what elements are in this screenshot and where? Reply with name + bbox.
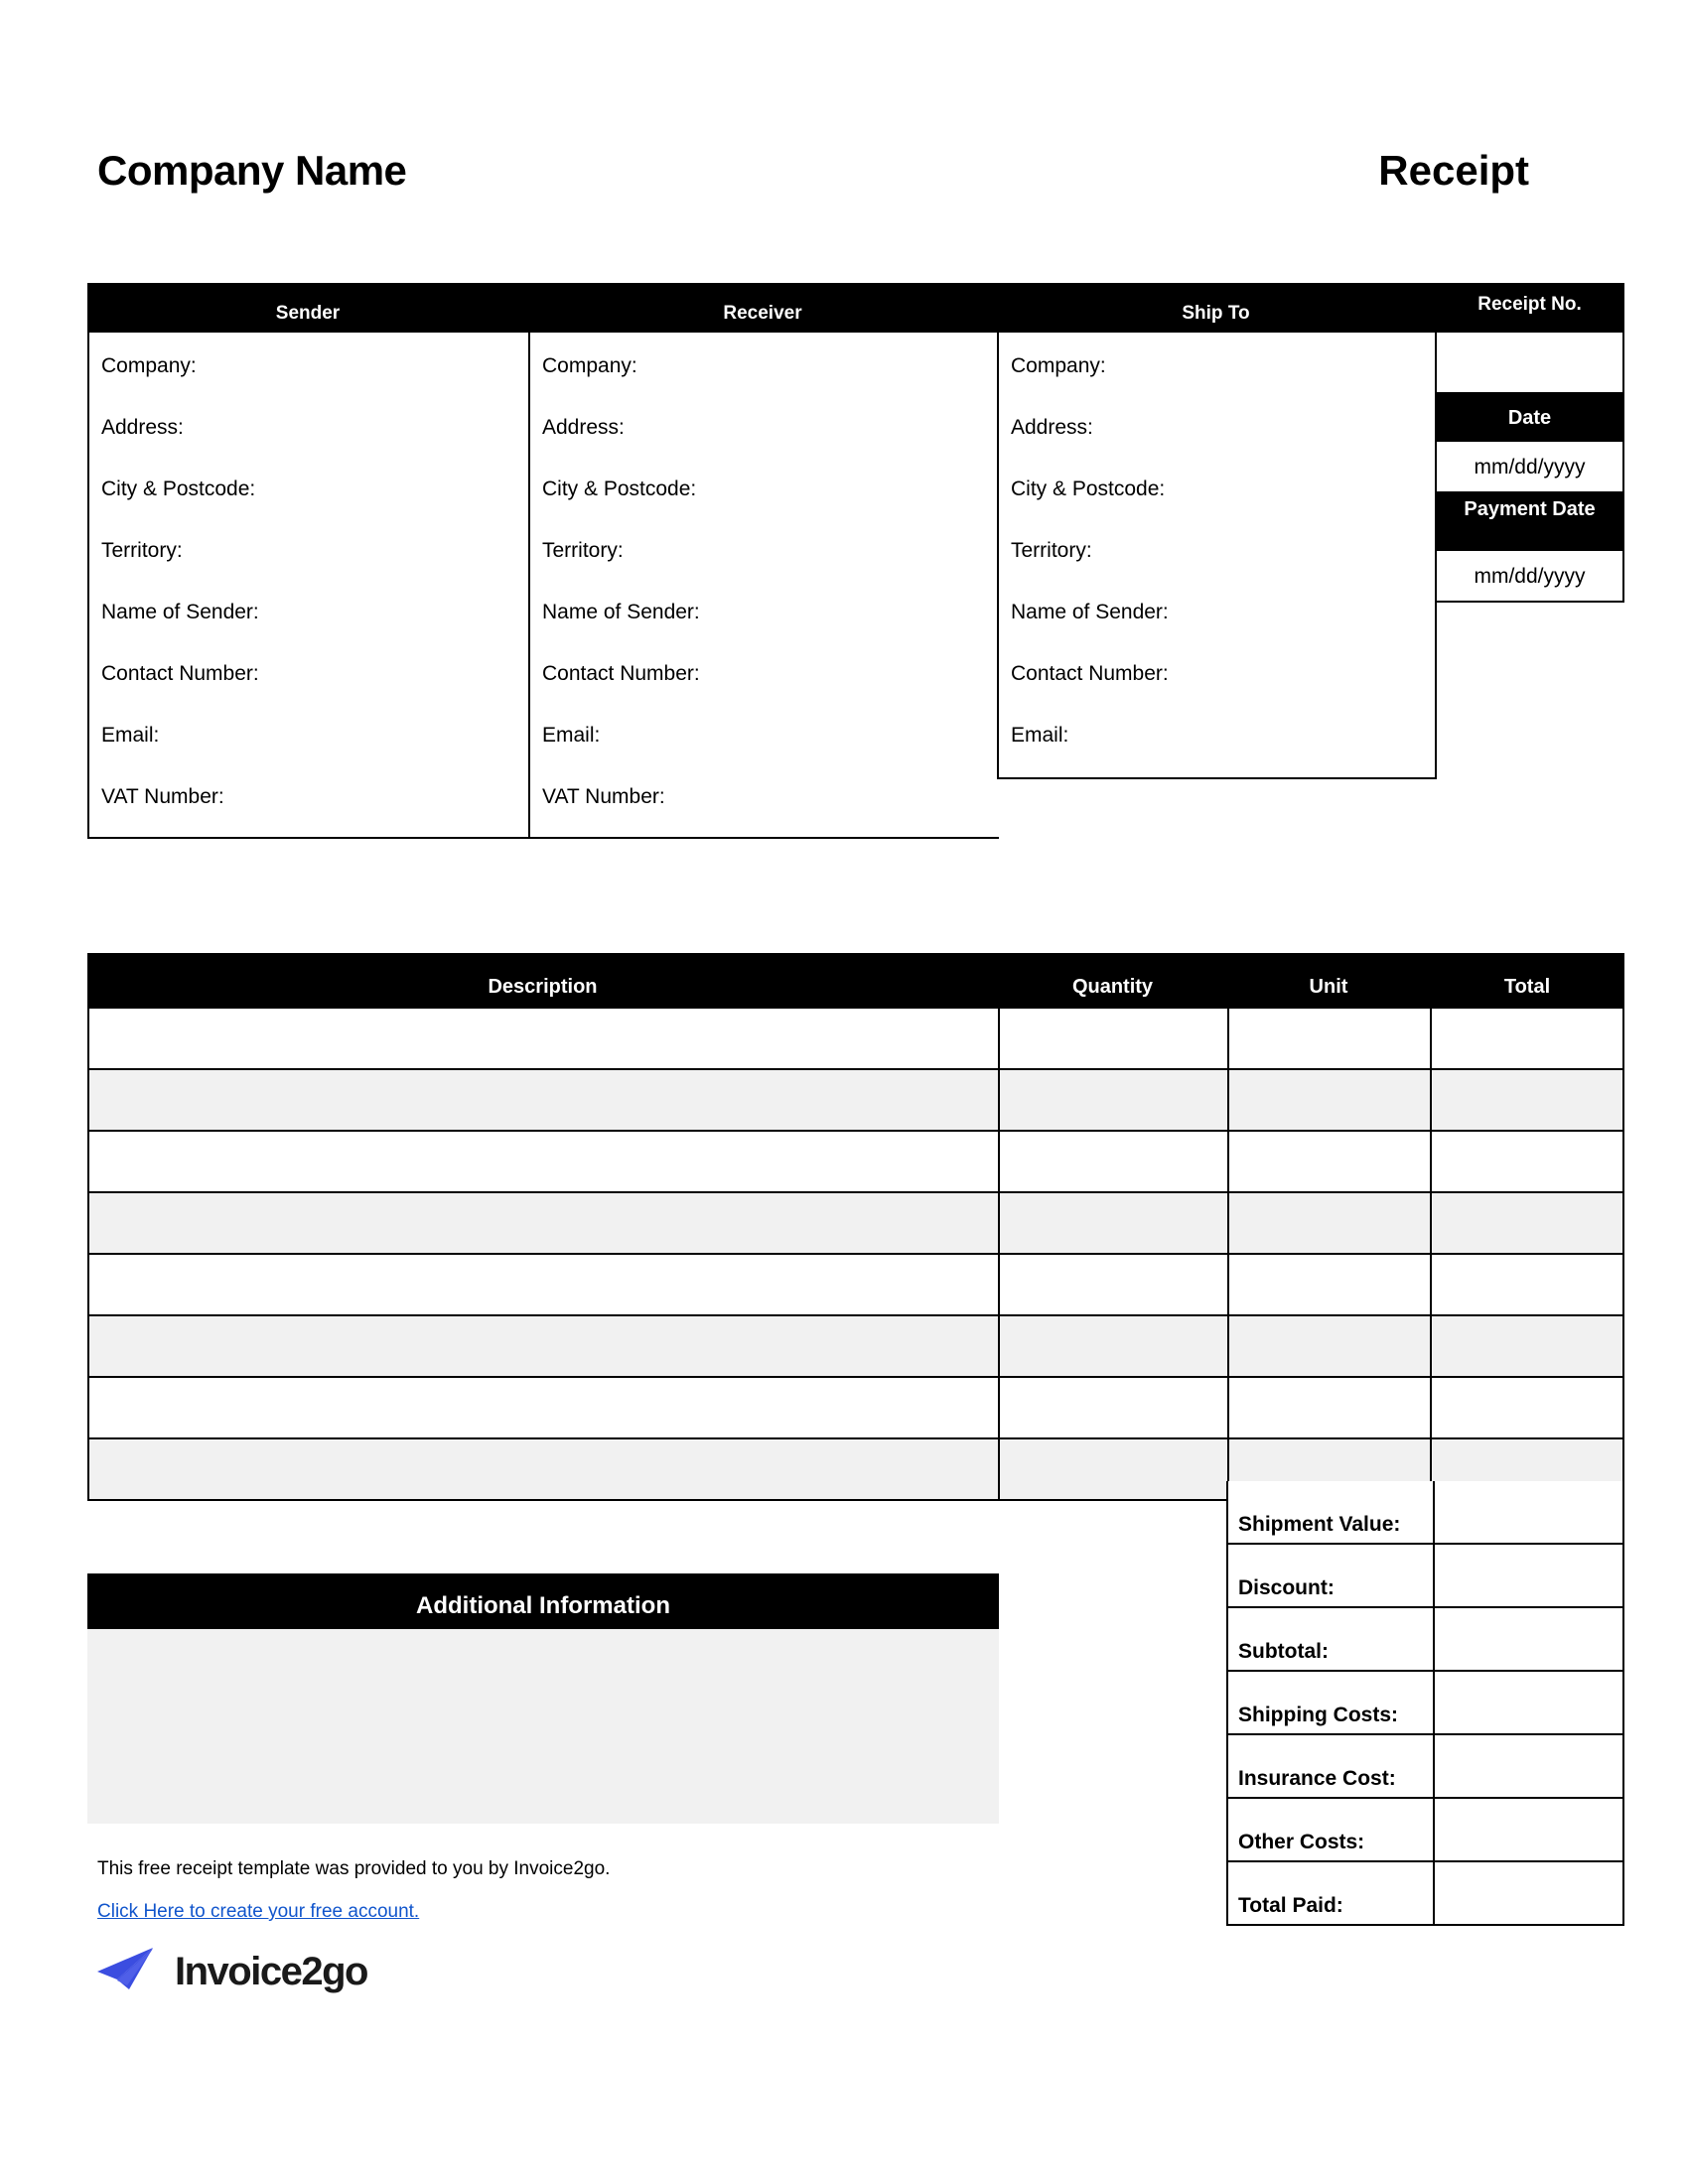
paper-plane-icon <box>95 1946 161 1997</box>
cell-total[interactable] <box>1430 1009 1622 1068</box>
create-account-link[interactable]: Click Here to create your free account. <box>97 1901 420 1922</box>
table-row[interactable] <box>87 1255 1624 1316</box>
payment-date-label: Payment Date <box>1435 493 1624 551</box>
cell-description[interactable] <box>89 1255 998 1314</box>
receiver-field-company[interactable]: Company: <box>542 354 637 377</box>
cell-description[interactable] <box>89 1378 998 1437</box>
cell-total[interactable] <box>1430 1255 1622 1314</box>
receiver-field-vat-number[interactable]: VAT Number: <box>542 785 665 808</box>
totals-row-shipment-value <box>1226 1481 1624 1545</box>
cell-description[interactable] <box>89 1439 998 1499</box>
shipto-field-name-of-sender[interactable]: Name of Sender: <box>1011 601 1169 623</box>
totals-label: Shipment Value: <box>1228 1481 1435 1543</box>
shipto-field-contact-number[interactable]: Contact Number: <box>1011 662 1169 685</box>
receiver-field-territory[interactable]: Territory: <box>542 539 624 562</box>
cell-total[interactable] <box>1430 1132 1622 1191</box>
sender-field-email[interactable]: Email: <box>101 724 160 747</box>
totals-value[interactable] <box>1435 1608 1624 1670</box>
cell-quantity[interactable] <box>998 1255 1227 1314</box>
totals-value[interactable] <box>1435 1735 1624 1797</box>
shipto-field-email[interactable]: Email: <box>1011 724 1069 747</box>
sender-field-contact-number[interactable]: Contact Number: <box>101 662 259 685</box>
column-header-receiver: Receiver <box>723 303 802 324</box>
cell-total[interactable] <box>1430 1378 1622 1437</box>
receiver-field-contact-number[interactable]: Contact Number: <box>542 662 700 685</box>
totals-row-other-costs <box>1226 1799 1624 1862</box>
table-row[interactable] <box>87 1378 1624 1439</box>
items-table <box>87 953 1624 1501</box>
totals-label: Subtotal: <box>1228 1608 1435 1670</box>
sender-field-territory[interactable]: Territory: <box>101 539 183 562</box>
cell-description[interactable] <box>89 1132 998 1191</box>
document-header <box>87 144 1624 213</box>
totals-label: Discount: <box>1228 1545 1435 1606</box>
cell-quantity[interactable] <box>998 1193 1227 1253</box>
cell-quantity[interactable] <box>998 1316 1227 1376</box>
brand-name: Invoice2go <box>175 1950 367 1993</box>
receiver-field-email[interactable]: Email: <box>542 724 601 747</box>
totals-row-shipping-costs <box>1226 1672 1624 1735</box>
cell-total[interactable] <box>1430 1193 1622 1253</box>
totals-label: Total Paid: <box>1228 1862 1435 1924</box>
parties-header-row <box>87 283 1624 333</box>
company-name: Company Name <box>97 147 407 194</box>
cell-total[interactable] <box>1430 1070 1622 1130</box>
receipt-no-value[interactable] <box>1435 333 1624 394</box>
totals-row-subtotal <box>1226 1608 1624 1672</box>
brand-logo <box>95 1946 367 1997</box>
receiver-field-city-postcode[interactable]: City & Postcode: <box>542 478 697 500</box>
table-row[interactable] <box>87 1316 1624 1378</box>
cell-unit[interactable] <box>1227 1255 1430 1314</box>
sender-field-vat-number[interactable]: VAT Number: <box>101 785 224 808</box>
ship-to-block <box>997 333 1437 779</box>
totals-row-total-paid <box>1226 1862 1624 1926</box>
table-row[interactable] <box>87 1193 1624 1255</box>
cell-description[interactable] <box>89 1070 998 1130</box>
receiver-field-address[interactable]: Address: <box>542 416 625 439</box>
document-title: Receipt <box>1378 147 1529 194</box>
table-row[interactable] <box>87 1009 1624 1070</box>
items-column-header-unit: Unit <box>1309 976 1348 998</box>
cell-quantity[interactable] <box>998 1378 1227 1437</box>
column-header-ship-to: Ship To <box>1182 303 1250 324</box>
date-label: Date <box>1435 394 1624 442</box>
totals-table <box>1226 1481 1624 1926</box>
sender-field-name-of-sender[interactable]: Name of Sender: <box>101 601 259 623</box>
date-value[interactable]: mm/dd/yyyy <box>1435 442 1624 493</box>
cell-unit[interactable] <box>1227 1316 1430 1376</box>
payment-date-value[interactable]: mm/dd/yyyy <box>1435 551 1624 603</box>
table-row[interactable] <box>87 1132 1624 1193</box>
totals-value[interactable] <box>1435 1799 1624 1860</box>
sender-field-city-postcode[interactable]: City & Postcode: <box>101 478 256 500</box>
totals-value[interactable] <box>1435 1672 1624 1733</box>
shipto-field-city-postcode[interactable]: City & Postcode: <box>1011 478 1166 500</box>
column-header-receipt-no: Receipt No. <box>1477 294 1582 315</box>
additional-information-panel <box>87 1573 999 1824</box>
cell-quantity[interactable] <box>998 1439 1227 1499</box>
cell-quantity[interactable] <box>998 1009 1227 1068</box>
cell-unit[interactable] <box>1227 1132 1430 1191</box>
totals-row-insurance-cost <box>1226 1735 1624 1799</box>
cell-quantity[interactable] <box>998 1132 1227 1191</box>
totals-row-discount <box>1226 1545 1624 1608</box>
items-column-header-total: Total <box>1503 976 1551 998</box>
sender-block <box>87 333 530 839</box>
cell-unit[interactable] <box>1227 1193 1430 1253</box>
shipto-field-territory[interactable]: Territory: <box>1011 539 1092 562</box>
totals-value[interactable] <box>1435 1481 1624 1543</box>
items-header-row <box>87 953 1624 1009</box>
items-column-header-description: Description <box>488 976 598 998</box>
cell-quantity[interactable] <box>998 1070 1227 1130</box>
shipto-field-address[interactable]: Address: <box>1011 416 1093 439</box>
shipto-field-company[interactable]: Company: <box>1011 354 1106 377</box>
sender-field-company[interactable]: Company: <box>101 354 197 377</box>
footer <box>97 1854 991 1926</box>
receiver-field-name-of-sender[interactable]: Name of Sender: <box>542 601 700 623</box>
cell-unit[interactable] <box>1227 1378 1430 1437</box>
receiver-block <box>528 333 999 839</box>
cell-unit[interactable] <box>1227 1009 1430 1068</box>
cell-unit[interactable] <box>1227 1070 1430 1130</box>
totals-label: Other Costs: <box>1228 1799 1435 1860</box>
totals-value[interactable] <box>1435 1862 1624 1924</box>
additional-information-body[interactable] <box>87 1629 999 1824</box>
sender-field-address[interactable]: Address: <box>101 416 184 439</box>
table-row[interactable] <box>87 1070 1624 1132</box>
totals-value[interactable] <box>1435 1545 1624 1606</box>
totals-label: Insurance Cost: <box>1228 1735 1435 1797</box>
cell-total[interactable] <box>1430 1316 1622 1376</box>
column-header-sender: Sender <box>275 303 341 324</box>
cell-description[interactable] <box>89 1316 998 1376</box>
cell-description[interactable] <box>89 1193 998 1253</box>
cell-description[interactable] <box>89 1009 998 1068</box>
items-column-header-quantity: Quantity <box>1071 976 1154 998</box>
additional-information-title: Additional Information <box>87 1573 999 1629</box>
receipt-meta-block <box>1435 333 1624 603</box>
totals-label: Shipping Costs: <box>1228 1672 1435 1733</box>
footer-note: This free receipt template was provided to you by Invoice2go. <box>97 1858 611 1879</box>
